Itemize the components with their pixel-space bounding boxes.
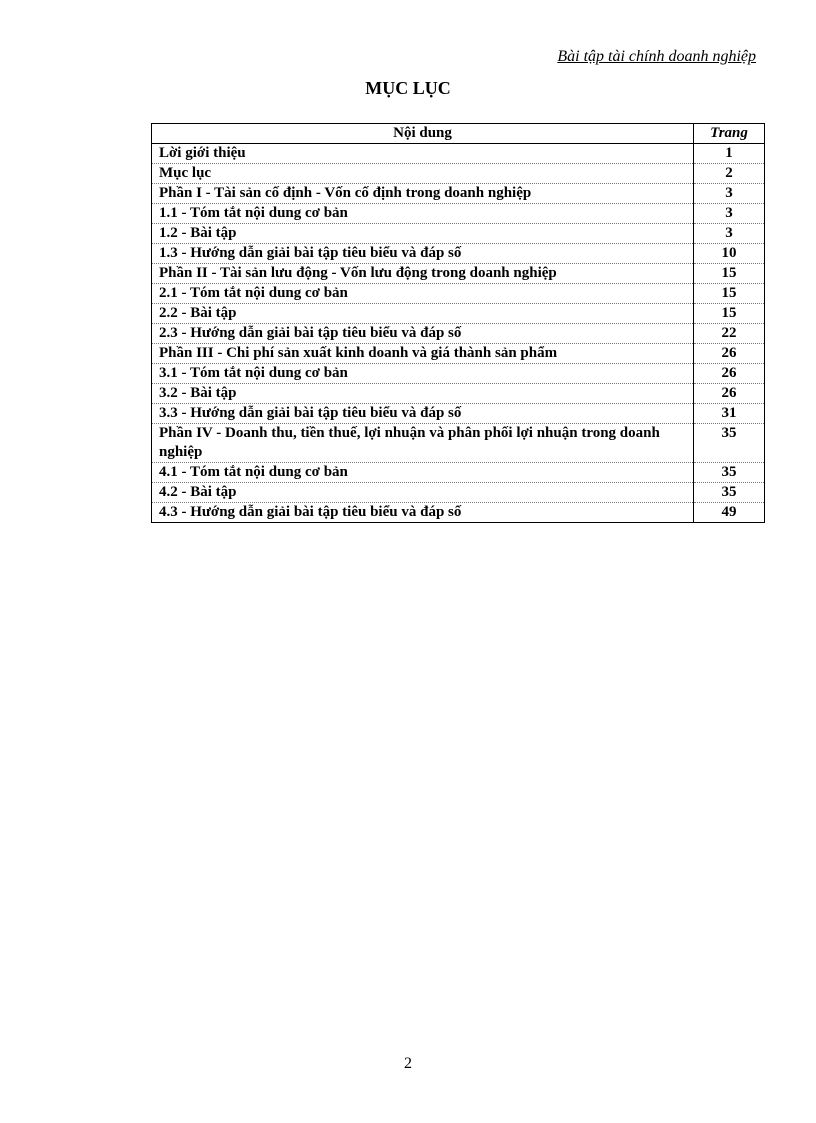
table-row	[152, 224, 765, 244]
toc-entry-page: 10	[694, 244, 765, 264]
toc-entry-text: Phần III - Chi phí sản xuất kinh doanh và giá thành sản phẩm	[152, 344, 694, 364]
toc-entry-text: Lời giới thiệu	[152, 144, 694, 164]
toc-entry-page: 26	[694, 384, 765, 404]
toc-entry-page: 15	[694, 264, 765, 284]
page-number: 2	[404, 1055, 412, 1072]
table-row	[152, 404, 765, 424]
toc-entry-text: 2.3 - Hướng dẫn giải bài tập tiêu biểu và đáp số	[152, 324, 694, 344]
toc-entry-text: 4.2 - Bài tập	[152, 483, 694, 503]
toc-entry-text: 3.2 - Bài tập	[152, 384, 694, 404]
table-row	[152, 304, 765, 324]
page-column-header: Trang	[694, 124, 765, 144]
table-row	[152, 284, 765, 304]
toc-entry-page: 35	[694, 483, 765, 503]
toc-entry-text: 3.1 - Tóm tắt nội dung cơ bản	[152, 364, 694, 384]
running-header: Bài tập tài chính doanh nghiệp	[557, 48, 756, 65]
table-row	[152, 344, 765, 364]
toc-entry-text: 2.2 - Bài tập	[152, 304, 694, 324]
toc-entry-page: 3	[694, 184, 765, 204]
table-row	[152, 184, 765, 204]
toc-entry-page: 15	[694, 284, 765, 304]
toc-entry-page: 3	[694, 204, 765, 224]
toc-entry-text: Phần II - Tài sản lưu động - Vốn lưu động trong doanh nghiệp	[152, 264, 694, 284]
table-row	[152, 424, 765, 463]
toc-entry-text: 4.1 - Tóm tắt nội dung cơ bản	[152, 463, 694, 483]
table-header-row	[152, 124, 765, 144]
table-row	[152, 364, 765, 384]
toc-entry-text: 1.1 - Tóm tắt nội dung cơ bản	[152, 204, 694, 224]
table-row	[152, 483, 765, 503]
page-title: MỤC LỤC	[365, 78, 451, 98]
table-row	[152, 264, 765, 284]
table-row	[152, 384, 765, 404]
toc-entry-text: 1.3 - Hướng dẫn giải bài tập tiêu biểu và đáp số	[152, 244, 694, 264]
toc-entry-page: 15	[694, 304, 765, 324]
table-row	[152, 244, 765, 264]
toc-entry-page: 1	[694, 144, 765, 164]
toc-entry-text: Phần IV - Doanh thu, tiền thuế, lợi nhuận và phân phối lợi nhuận trong doanh nghiệp	[152, 424, 694, 463]
toc-entry-text: Mục lục	[152, 164, 694, 184]
toc-entry-page: 22	[694, 324, 765, 344]
table-of-contents	[151, 123, 765, 523]
toc-entry-page: 49	[694, 503, 765, 523]
toc-entry-text: 1.2 - Bài tập	[152, 224, 694, 244]
table-row	[152, 463, 765, 483]
toc-entry-page: 2	[694, 164, 765, 184]
toc-entry-page: 26	[694, 344, 765, 364]
toc-entry-page: 3	[694, 224, 765, 244]
table-row	[152, 164, 765, 184]
table-row	[152, 204, 765, 224]
toc-entry-page: 31	[694, 404, 765, 424]
content-column-header: Nội dung	[152, 124, 694, 144]
toc-entry-page: 26	[694, 364, 765, 384]
toc-entry-text: 4.3 - Hướng dẫn giải bài tập tiêu biểu và đáp số	[152, 503, 694, 523]
toc-entry-text: Phần I - Tài sản cố định - Vốn cố định trong doanh nghiệp	[152, 184, 694, 204]
table-row	[152, 503, 765, 523]
table-row	[152, 324, 765, 344]
toc-entry-page: 35	[694, 424, 765, 463]
toc-entry-page: 35	[694, 463, 765, 483]
table-row	[152, 144, 765, 164]
toc-entry-text: 2.1 - Tóm tắt nội dung cơ bản	[152, 284, 694, 304]
toc-entry-text: 3.3 - Hướng dẫn giải bài tập tiêu biểu và đáp số	[152, 404, 694, 424]
